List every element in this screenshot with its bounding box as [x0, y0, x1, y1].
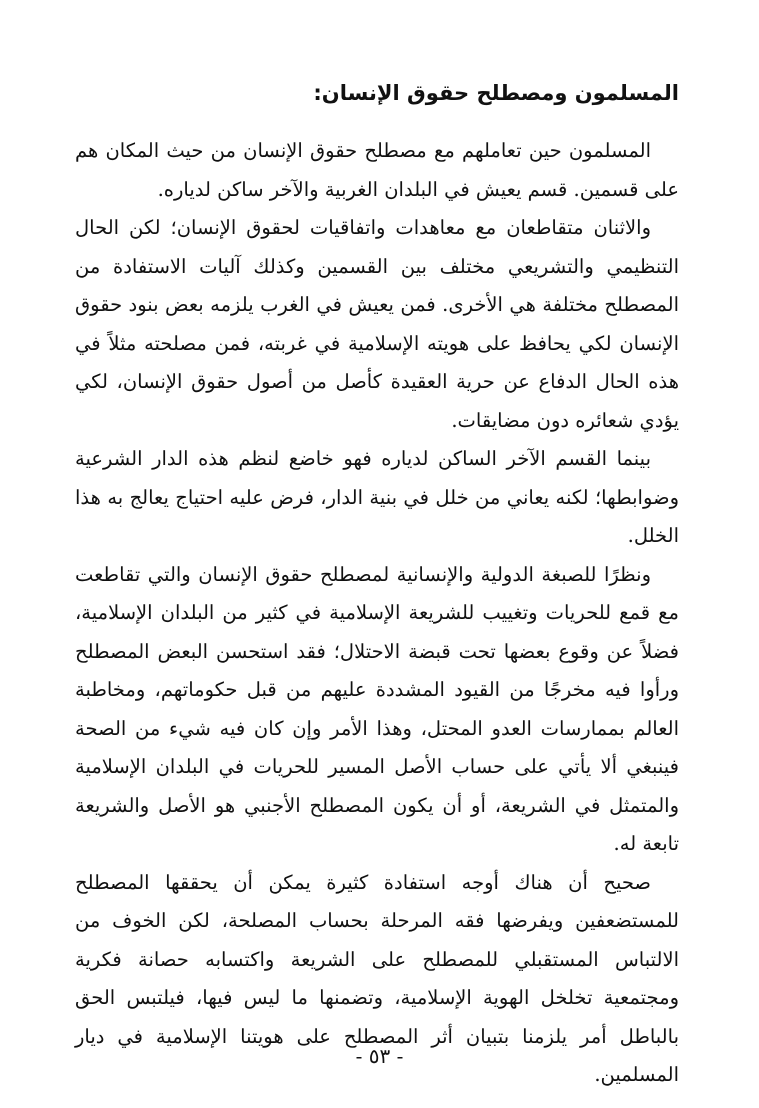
paragraph-1: المسلمون حين تعاملهم مع مصطلح حقوق الإنسان من حيث المكان هم على قسمين. قسم يعيش في البلدان الغربية والآخر ساكن لدياره. [75, 139, 679, 201]
page-number: - ٥٣ - [355, 1044, 404, 1068]
section-heading: المسلمون ومصطلح حقوق الإنسان: [313, 81, 679, 105]
paragraph-4: ونظرًا للصبغة الدولية والإنسانية لمصطلح حقوق الإنسان والتي تقاطعت مع قمع للحريات وتغييب للشريعة الإسلامية في كثير من البلدان الإسلامية، فضلاً عن وقوع بعضها تحت قبضة الاحتلال؛ فقد استحسن البعض المصطلح ورأوا فيه مخرجًا من القيود المشددة عليهم من قبل حكوماتهم، ومخاطبة العالم بممارسات العدو المحتل، وهذا الأمر وإن كان فيه شيء من الصحة فينبغي ألا يأتي على حساب الأصل المسير للحريات في البلدان الإسلامية والمتمثل في الشريعة، أو أن يكون المصطلح الأجنبي هو الأصل والشريعة تابعة له. [75, 562, 679, 855]
paragraph-2: والاثنان متقاطعان مع معاهدات واتفاقيات لحقوق الإنسان؛ لكن الحال التنظيمي والتشريعي مختلف بين القسمين وكذلك آليات الاستفادة من المصطلح مختلفة هي الأخرى. فمن يعيش في الغرب يلزمه بعض بنود حقوق الإنسان لكي يحافظ على هويته الإسلامية في غربته، فمن مصلحته مثلاً في هذه الحال الدفاع عن حرية العقيدة كأصل من أصول حقوق الإنسان، لكي يؤدي شعائره دون مضايقات. [75, 216, 679, 432]
paragraph-3: بينما القسم الآخر الساكن لدياره فهو خاضع لنظم هذه الدار الشرعية وضوابطها؛ لكنه يعاني من خلل في بنية الدار، فرض عليه احتياج يعالج به هذا الخلل. [75, 447, 679, 547]
body-text [75, 132, 679, 1095]
paragraph-5: صحيح أن هناك أوجه استفادة كثيرة يمكن أن يحققها المصطلح للمستضعفين ويفرضها فقه المرحلة بحساب المصلحة، لكن الخوف من الالتباس المستقبلي للمصطلح على الشريعة واكتسابه حصانة فكرية ومجتمعية تخلخل الهوية الإسلامية، وتضمنها ما ليس فيها، فيلتبس الحق بالباطل أمر يلزمنا بتبيان أثر المصطلح على هويتنا الإسلامية في ديار المسلمين. [75, 870, 679, 1086]
